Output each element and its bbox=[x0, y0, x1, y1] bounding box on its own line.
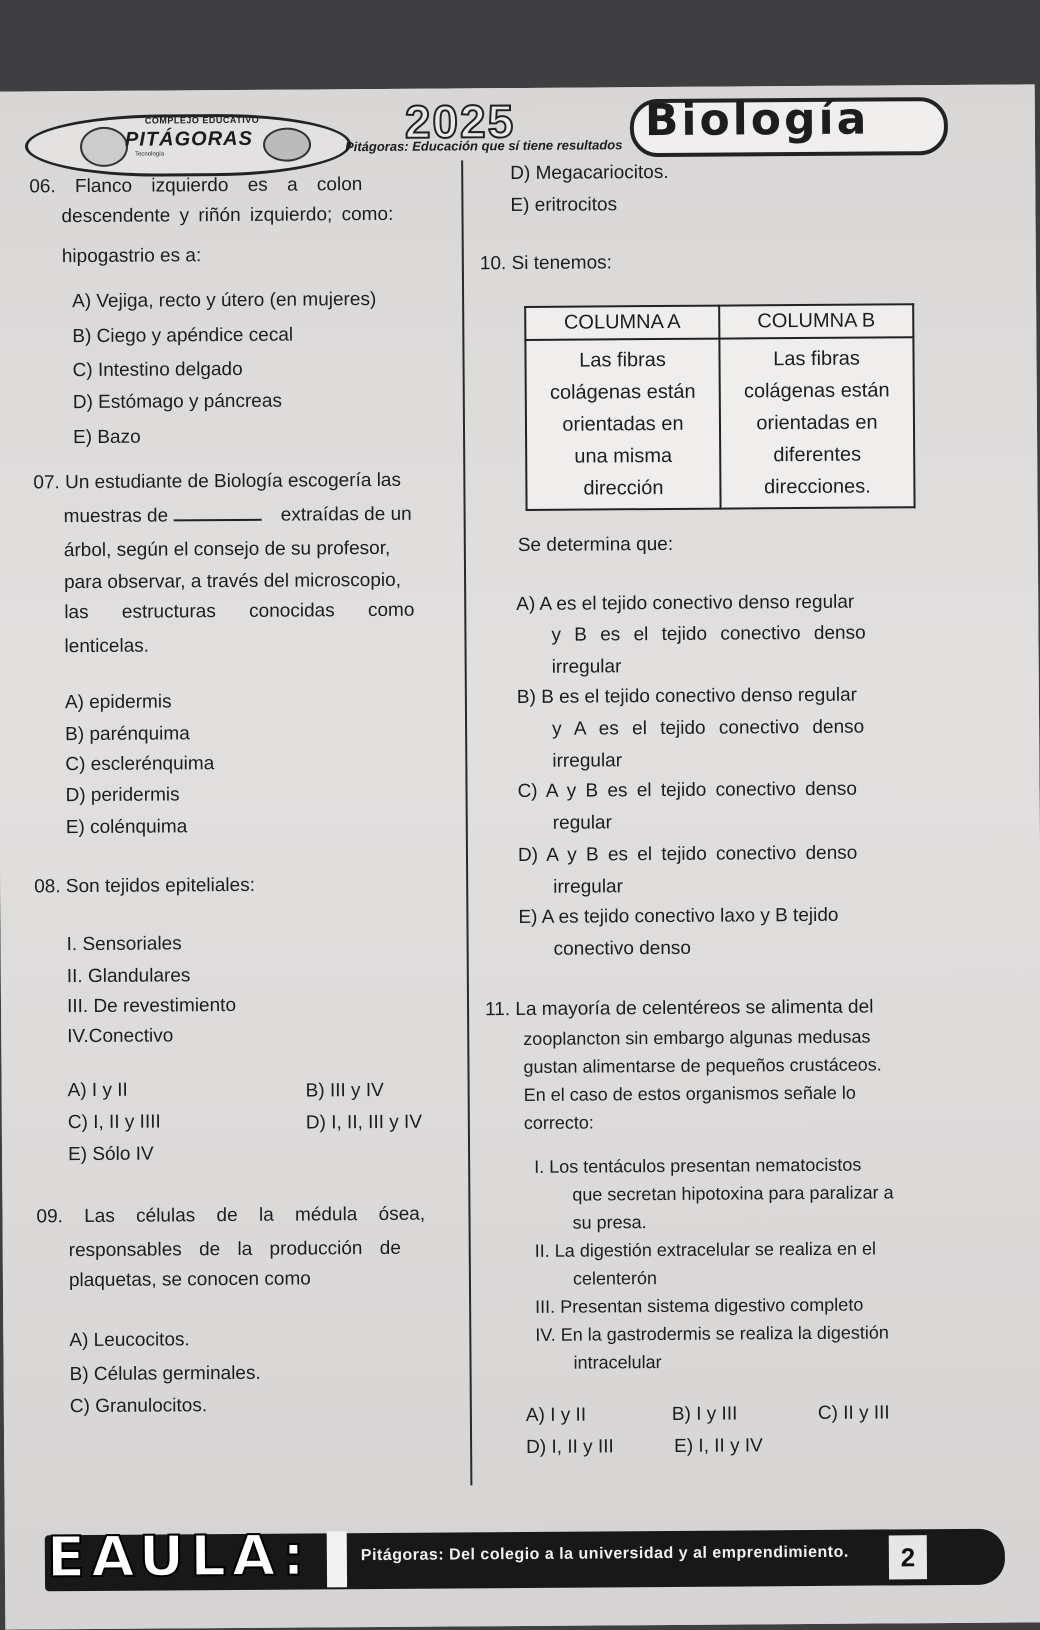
column-b-header: COLUMNA B bbox=[719, 304, 913, 338]
q09-option-e: E) eritrocitos bbox=[510, 194, 618, 217]
q07-line-5: las estructuras conocidas como bbox=[64, 599, 415, 624]
q06-option-e: E) Bazo bbox=[72, 426, 141, 449]
q11-item-1-3: su presa. bbox=[572, 1212, 647, 1233]
brand-small-text: Tecnología bbox=[135, 151, 165, 158]
q10-determine: Se determina que: bbox=[517, 533, 674, 557]
q07-line-1: 07. Un estudiante de Biología escogería las bbox=[33, 469, 402, 494]
q06-option-d: D) Estómago y páncreas bbox=[72, 390, 282, 414]
q11-option-e: E) I, II y IV bbox=[674, 1435, 763, 1457]
column-a-line: Las fibras bbox=[579, 348, 666, 372]
q07-line-4: para observar, a través del microscopio, bbox=[64, 569, 402, 594]
column-a-header: COLUMNA A bbox=[525, 306, 719, 340]
q06-option-b: B) Ciego y apéndice cecal bbox=[72, 324, 294, 348]
q11-item-1-1: I. Los tentáculos presentan nematocistos bbox=[534, 1154, 862, 1177]
q06-option-a: A) Vejiga, recto y útero (en mujeres) bbox=[72, 288, 377, 313]
q08-item-3: III. De revestimiento bbox=[66, 994, 237, 1018]
q10-option-a-1: A) A es el tejido conectivo denso regular bbox=[516, 591, 855, 616]
q07-line-2 bbox=[64, 501, 412, 531]
q08-option-c: C) I, II y IIII bbox=[67, 1111, 161, 1134]
q08-item-4: IV.Conectivo bbox=[67, 1025, 174, 1048]
q10-option-c-2: regular bbox=[552, 812, 612, 834]
column-a-line: colágenas están bbox=[549, 380, 696, 404]
tagline: Pitágoras: Educación que sí tiene resultados bbox=[344, 137, 623, 155]
q11-item-2-1: II. La digestión extracelular se realiza en el bbox=[534, 1238, 877, 1261]
q06-option-c: C) Intestino delgado bbox=[72, 358, 243, 382]
q11-item-3: III. Presentan sistema digestivo completo bbox=[535, 1294, 864, 1317]
column-b-line: colágenas están bbox=[743, 379, 890, 403]
aula-logo-text: EAULA: bbox=[46, 1523, 311, 1591]
column-b-cell bbox=[719, 337, 914, 508]
q08-stem: 08. Son tejidos epiteliales: bbox=[34, 874, 256, 898]
mascot-icon bbox=[263, 127, 311, 161]
column-a-line: dirección bbox=[583, 476, 664, 500]
q07-option-b: B) parénquima bbox=[65, 723, 190, 746]
q11-item-4-1: IV. En la gastrodermis se realiza la digestión bbox=[535, 1322, 889, 1345]
q11-option-d: D) I, II y III bbox=[526, 1436, 614, 1458]
q07-line-3: árbol, según el consejo de su profesor, bbox=[63, 537, 391, 562]
q09-option-d: D) Megacariocitos. bbox=[510, 161, 669, 185]
q08-option-d: D) I, II, III y IV bbox=[305, 1111, 423, 1134]
q10-option-e-1: E) A es tejido conectivo laxo y B tejido bbox=[518, 904, 839, 929]
q10-option-c-1: C) A y B es el tejido conectivo denso bbox=[517, 778, 857, 803]
school-crest-icon bbox=[80, 127, 128, 167]
q10-stem: 10. Si tenemos: bbox=[479, 252, 612, 275]
year-title: 2025 bbox=[404, 95, 516, 148]
q08-option-e: E) Sólo IV bbox=[67, 1143, 154, 1166]
q10-option-b-2: y A es el tejido conectivo denso bbox=[552, 716, 865, 740]
q06-stem-1: 06. Flanco izquierdo es a colon bbox=[29, 174, 363, 198]
page-number: 2 bbox=[889, 1535, 927, 1579]
q11-option-c: C) II y III bbox=[817, 1402, 890, 1424]
q07-option-e: E) colénquima bbox=[65, 816, 188, 839]
column-b-line: orientadas en bbox=[756, 411, 878, 435]
aula-mark bbox=[327, 1531, 347, 1587]
answer-blank bbox=[173, 503, 261, 522]
q09-option-c: C) Granulocitos. bbox=[69, 1395, 208, 1418]
q09-stem-1: 09. Las células de la médula ósea, bbox=[36, 1203, 426, 1228]
brand-name: PITÁGORAS bbox=[124, 127, 253, 151]
q08-option-b: B) III y IV bbox=[305, 1079, 384, 1102]
q09-option-a: A) Leucocitos. bbox=[69, 1329, 190, 1352]
q10-option-a-3: irregular bbox=[551, 656, 622, 678]
column-b-line: direcciones. bbox=[763, 475, 871, 499]
q11-item-2-2: celenterón bbox=[572, 1268, 658, 1289]
q10-option-d-2: irregular bbox=[553, 876, 623, 898]
subject-title: Biología bbox=[644, 93, 870, 147]
column-a-line: orientadas en bbox=[562, 412, 684, 436]
q07-line-6: lenticelas. bbox=[64, 635, 150, 658]
footer-slogan: Pitágoras: Del colegio a la universidad y al emprendimiento. bbox=[360, 1543, 849, 1565]
q11-item-1-2: que secretan hipotoxina para paralizar a bbox=[572, 1182, 894, 1205]
q07-option-d: D) peridermis bbox=[65, 784, 180, 807]
q08-item-1: I. Sensoriales bbox=[66, 933, 182, 956]
q10-option-d-1: D) A y B es el tejido conectivo denso bbox=[517, 842, 858, 867]
q09-option-b: B) Células germinales. bbox=[69, 1362, 261, 1386]
q11-stem-3: gustan alimentarse de pequeños crustáceos. bbox=[523, 1054, 882, 1077]
worksheet-page bbox=[0, 84, 1040, 1629]
column-b-line: Las fibras bbox=[773, 347, 860, 371]
q11-stem-5: correcto: bbox=[523, 1112, 594, 1133]
q07-line-2-end: extraídas de un bbox=[280, 503, 412, 526]
q08-option-a: A) I y II bbox=[67, 1079, 128, 1102]
q06-stem-3: hipogastrio es a: bbox=[61, 245, 202, 268]
column-a-line: una misma bbox=[574, 444, 673, 468]
q08-item-2: II. Glandulares bbox=[66, 965, 191, 988]
q10-option-a-2: y B es el tejido conectivo denso bbox=[551, 622, 866, 646]
q10-option-e-2: conectivo denso bbox=[553, 937, 692, 960]
q11-stem-2: zooplancton sin embargo algunas medusas bbox=[523, 1026, 871, 1049]
column-divider bbox=[461, 160, 472, 1485]
q11-stem-4: En el caso de estos organismos señale lo bbox=[523, 1082, 856, 1105]
q09-stem-3: plaquetas, se conocen como bbox=[68, 1268, 311, 1292]
column-b-line: diferentes bbox=[773, 443, 862, 467]
brand-subtitle: COMPLEJO EDUCATIVO bbox=[144, 114, 260, 126]
q06-stem-2: descendente y riñón izquierdo; como: bbox=[61, 203, 394, 228]
q11-option-a: A) I y II bbox=[525, 1404, 587, 1426]
q11-stem-1: 11. La mayoría de celentéreos se alimenta del bbox=[484, 996, 874, 1021]
q07-line-2-start: muestras de bbox=[63, 505, 169, 528]
column-a-cell bbox=[525, 339, 720, 510]
q11-item-4-2: intracelular bbox=[573, 1352, 662, 1373]
q09-stem-2: responsables de la producción de bbox=[68, 1237, 401, 1262]
q10-columns-table bbox=[524, 303, 915, 511]
q10-option-b-1: B) B es el tejido conectivo denso regular bbox=[516, 684, 858, 709]
q07-option-c: C) esclerénquima bbox=[65, 753, 215, 776]
q11-option-b: B) I y III bbox=[671, 1403, 738, 1425]
q07-option-a: A) epidermis bbox=[64, 691, 172, 714]
q10-option-b-3: irregular bbox=[552, 750, 623, 772]
